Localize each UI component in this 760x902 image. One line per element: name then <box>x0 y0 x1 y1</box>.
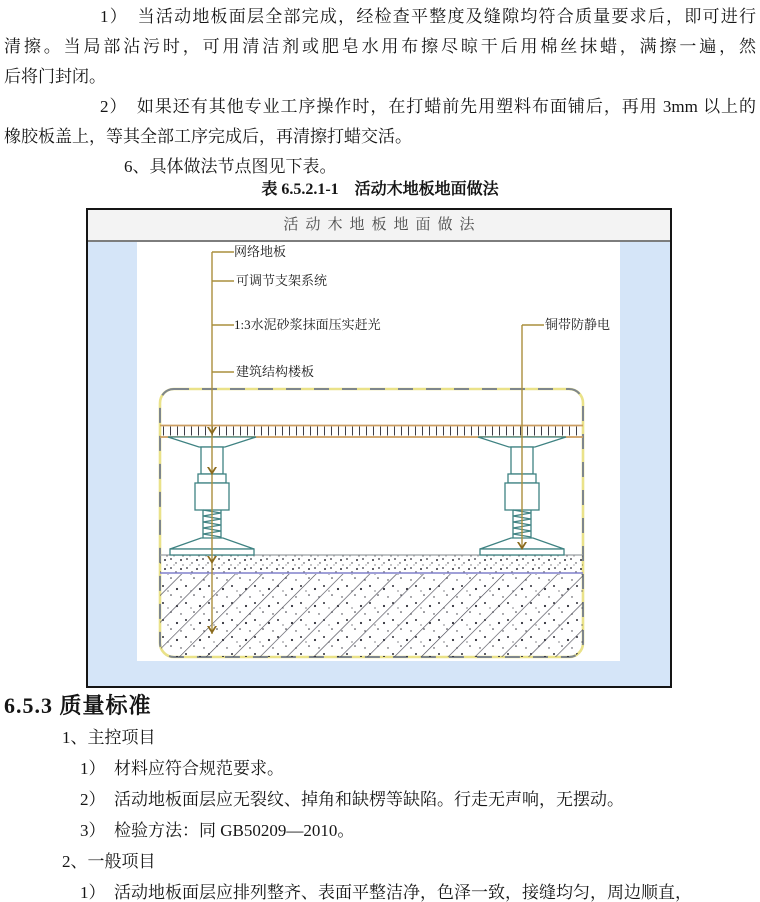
top-paragraphs <box>4 2 756 182</box>
section-heading: 6.5.3 质量标准 <box>4 693 152 718</box>
quality-standard-section <box>4 690 756 902</box>
table-body <box>88 242 670 686</box>
body-line: 1） 当活动地板面层全部完成，经检查平整度及缝隙均符合质量要求后，即可进行 <box>100 7 756 26</box>
drawing-panel <box>137 242 620 661</box>
body-line: 2） 如果还有其他专业工序操作时，在打蜡前先用塑料布面铺后，再用 3mm 以上的 <box>100 97 756 116</box>
label-structural-slab: 建筑结构楼板 <box>236 364 315 379</box>
table-header-row <box>88 210 670 242</box>
label-copper-strip: 铜带防静电 <box>545 317 611 332</box>
body-line: 1、主控项目 <box>62 728 156 747</box>
body-line: 1） 活动地板面层应排列整齐、表面平整洁净，色泽一致，接缝均匀，周边顺直， <box>80 883 692 902</box>
table-caption: 表 6.5.2.1-1 活动木地板地面做法 <box>261 181 499 198</box>
body-line: 3） 检验方法：同 GB50209—2010。 <box>80 821 355 840</box>
label-network-floor: 网络地板 <box>234 244 287 259</box>
body-line: 2） 活动地板面层应无裂纹、掉角和缺楞等缺陷。行走无声响，无摆动。 <box>80 790 624 809</box>
structural-slab-hatch <box>160 574 583 657</box>
body-line: 1） 材料应符合规范要求。 <box>80 759 284 778</box>
floor-construction-drawing <box>137 242 620 661</box>
body-line: 2、一般项目 <box>62 852 156 871</box>
body-line: 后将门封闭。 <box>4 67 106 86</box>
body-line: 清擦。当局部沾污时，可用清洁剂或肥皂水用布擦尽晾干后用棉丝抹蜡，满擦一遍，然 <box>4 37 756 56</box>
cement-mortar-layer <box>160 556 583 573</box>
label-pedestal-system: 可调节支架系统 <box>236 273 328 288</box>
body-line: 橡胶板盖上，等其全部工序完成后，再清擦打蜡交活。 <box>4 127 412 146</box>
diagram-title: 活动木地板地面做法 <box>283 217 482 233</box>
body-line: 6、具体做法节点图见下表。 <box>124 157 337 176</box>
construction-detail-table <box>86 208 672 688</box>
label-cement-mortar: 1:3水泥砂浆抹面压实赶光 <box>234 317 381 332</box>
